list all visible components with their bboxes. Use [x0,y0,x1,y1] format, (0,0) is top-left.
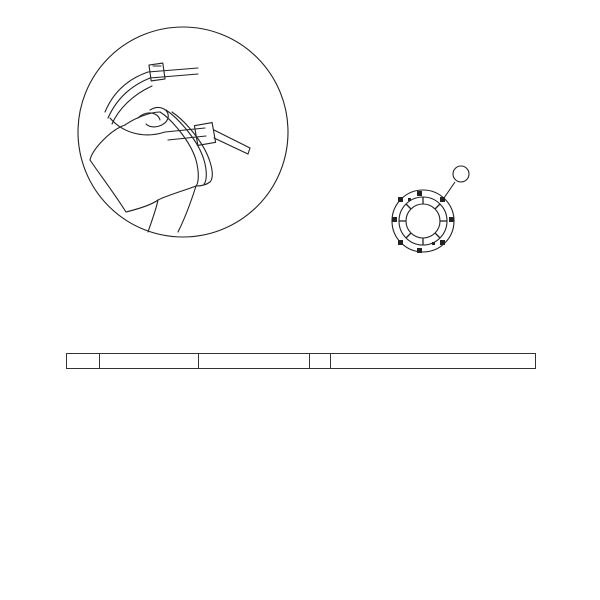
header-name [100,354,199,369]
detail-circle [78,27,288,237]
table-header-row [67,354,536,369]
header-no [67,354,100,369]
callout-circle-12 [453,166,469,182]
header-qty [310,354,331,369]
header-remarks [331,354,536,369]
header-code [199,354,310,369]
parts-table [66,353,536,369]
hose-band-drawing [78,27,288,237]
adapter-drawing [392,166,469,253]
